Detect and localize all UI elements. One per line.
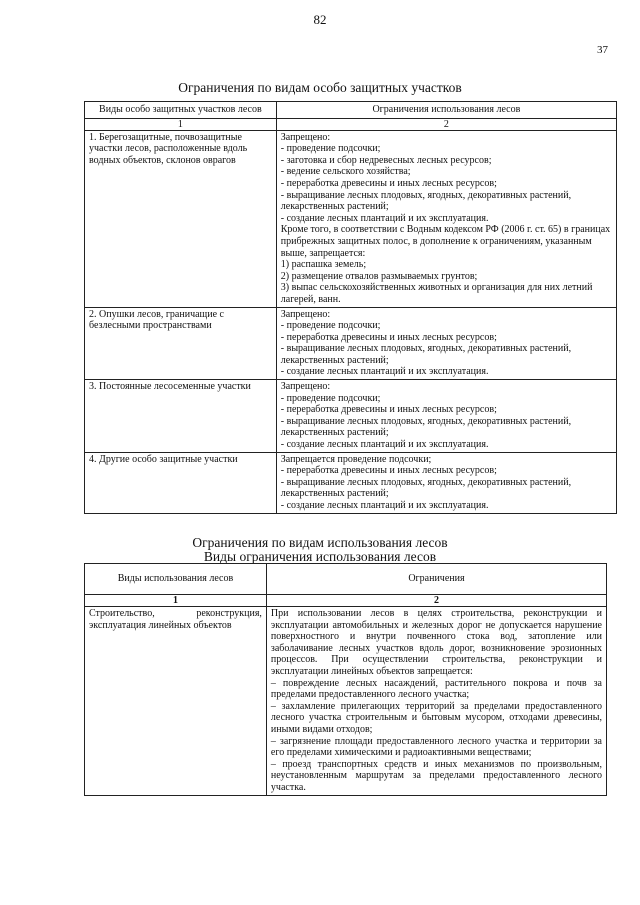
table-header-row [85, 102, 617, 119]
restriction-line: - переработка древесины и иных лесных ресурсов; [280, 177, 497, 189]
table2-title-line1: Ограничения по видам использования лесов [192, 535, 448, 550]
restriction-line: - выращивание лесных плодовых, ягодных, декоративных растений, лекарственных растений; [280, 343, 572, 366]
use-type-cell: Строительство, реконструкция, эксплуатация линейных объектов [85, 607, 267, 796]
restriction-line: - заготовка и сбор недревесных лесных ресурсов; [280, 154, 492, 166]
restriction-line: Запрещено: [280, 131, 331, 143]
restriction-line: Запрещено: [280, 381, 331, 393]
restriction-line: Запрещено: [280, 308, 331, 320]
table-row [85, 607, 607, 796]
header-cell-use-types: Виды использования лесов [85, 564, 267, 595]
restriction-line: 1) распашка земель; [280, 259, 367, 271]
sheet-number: 37 [597, 44, 608, 56]
restriction-line: 2) размещение отвалов размываемых грунтов; [280, 270, 478, 282]
restriction-line: - проведение подсочки; [280, 143, 381, 155]
restriction-line: - проведение подсочки; [280, 320, 381, 332]
table2-title-line2: Виды ограничения использования лесов [203, 549, 437, 564]
area-name-cell: 3. Постоянные лесосеменные участки [85, 380, 277, 453]
restriction-line: - проведение подсочки; [280, 392, 381, 404]
column-number: 1 [85, 595, 267, 607]
header-cell-restrictions: Ограничения использования лесов [276, 102, 616, 119]
table-row [85, 130, 617, 307]
restriction-line: - переработка древесины и иных лесных ресурсов; [280, 404, 497, 416]
restrictions-cell [276, 452, 616, 513]
table-header-row [85, 564, 607, 595]
restriction-line: – захламление прилегающих территорий за пределами предоставленного лесного участка строительным и бытовым мусором, отходами древесины, иными видами отходов; [270, 700, 602, 735]
column-number-row [85, 118, 617, 130]
restriction-line: Кроме того, в соответствии с Водным кодексом РФ (2006 г. ст. 65) в границах прибрежных защитных полос, в дополнение к ограничениям, указанным выше, запрещается: [280, 224, 611, 259]
area-name-cell: 1. Берегозащитные, почвозащитные участки лесов, расположенные вдоль водных объектов, склонов оврагов [85, 130, 277, 307]
restrictions-cell [276, 130, 616, 307]
column-number-row [85, 595, 607, 607]
forest-use-restrictions-table [84, 563, 607, 796]
restriction-line: – проезд транспортных средств и иных механизмов по произвольным, неустановленным маршрутам за пределами предоставленного лесного участка. [270, 758, 602, 793]
restriction-line: - ведение сельского хозяйства; [280, 166, 411, 178]
area-name-cell: 4. Другие особо защитные участки [85, 452, 277, 513]
restriction-line: Запрещается проведение подсочки; [280, 453, 432, 465]
restriction-line: - создание лесных плантаций и их эксплуатация. [280, 439, 489, 451]
restrictions-cell [266, 607, 606, 796]
restriction-line: - создание лесных плантаций и их эксплуатация. [280, 500, 489, 511]
header-cell-areas: Виды особо защитных участков лесов [85, 102, 277, 119]
restriction-line: - создание лесных плантаций и их эксплуатация. [280, 366, 489, 378]
column-number: 2 [266, 595, 606, 607]
restriction-line: - переработка древесины и иных лесных ресурсов; [280, 331, 497, 343]
table-row [85, 452, 617, 513]
column-number: 2 [276, 118, 616, 130]
restriction-line: - выращивание лесных плодовых, ягодных, декоративных растений, лекарственных растений; [280, 415, 572, 439]
header-cell-restrictions: Ограничения [266, 564, 606, 595]
protective-areas-table [84, 101, 617, 514]
restriction-line: - создание лесных плантаций и их эксплуатация. [280, 212, 489, 224]
table-row [85, 307, 617, 380]
restrictions-cell [276, 380, 616, 453]
area-name-cell: 2. Опушки лесов, граничащие с безлесными пространствами [85, 307, 277, 380]
restrictions-cell [276, 307, 616, 380]
restriction-line: - выращивание лесных плодовых, ягодных, декоративных растений, лекарственных растений; [280, 476, 572, 500]
restriction-line: При использовании лесов в целях строительства, реконструкции и эксплуатации автомобильных и железных дорог не допускается нарушение поверхностного и внутри почвенного стока вод, затопление или заболачивание лесных участков вдоль дорог, возникновение эрозионных процессов. При осуществлении строительства, реконструкции и эксплуатации линейных объектов запрещается: [270, 608, 602, 677]
page-number: 82 [313, 12, 327, 27]
restriction-line: 3) выпас сельскохозяйственных животных и организация для них летний лагерей, ванн. [280, 282, 593, 305]
table-row [85, 380, 617, 453]
restriction-line: – загрязнение площади предоставленного лесного участка и территории за его пределами химическими и радиоактивными веществами; [270, 735, 602, 759]
restriction-line: - переработка древесины и иных лесных ресурсов; [280, 465, 497, 477]
restriction-line: - выращивание лесных плодовых, ягодных, декоративных растений, лекарственных растений; [280, 189, 572, 213]
table1-title: Ограничения по видам особо защитных участков [178, 80, 462, 95]
column-number: 1 [85, 118, 277, 130]
table2-title [0, 536, 640, 564]
restriction-line: – повреждение лесных насаждений, растительного покрова и почв за пределами предоставленного лесного участка; [270, 677, 602, 701]
